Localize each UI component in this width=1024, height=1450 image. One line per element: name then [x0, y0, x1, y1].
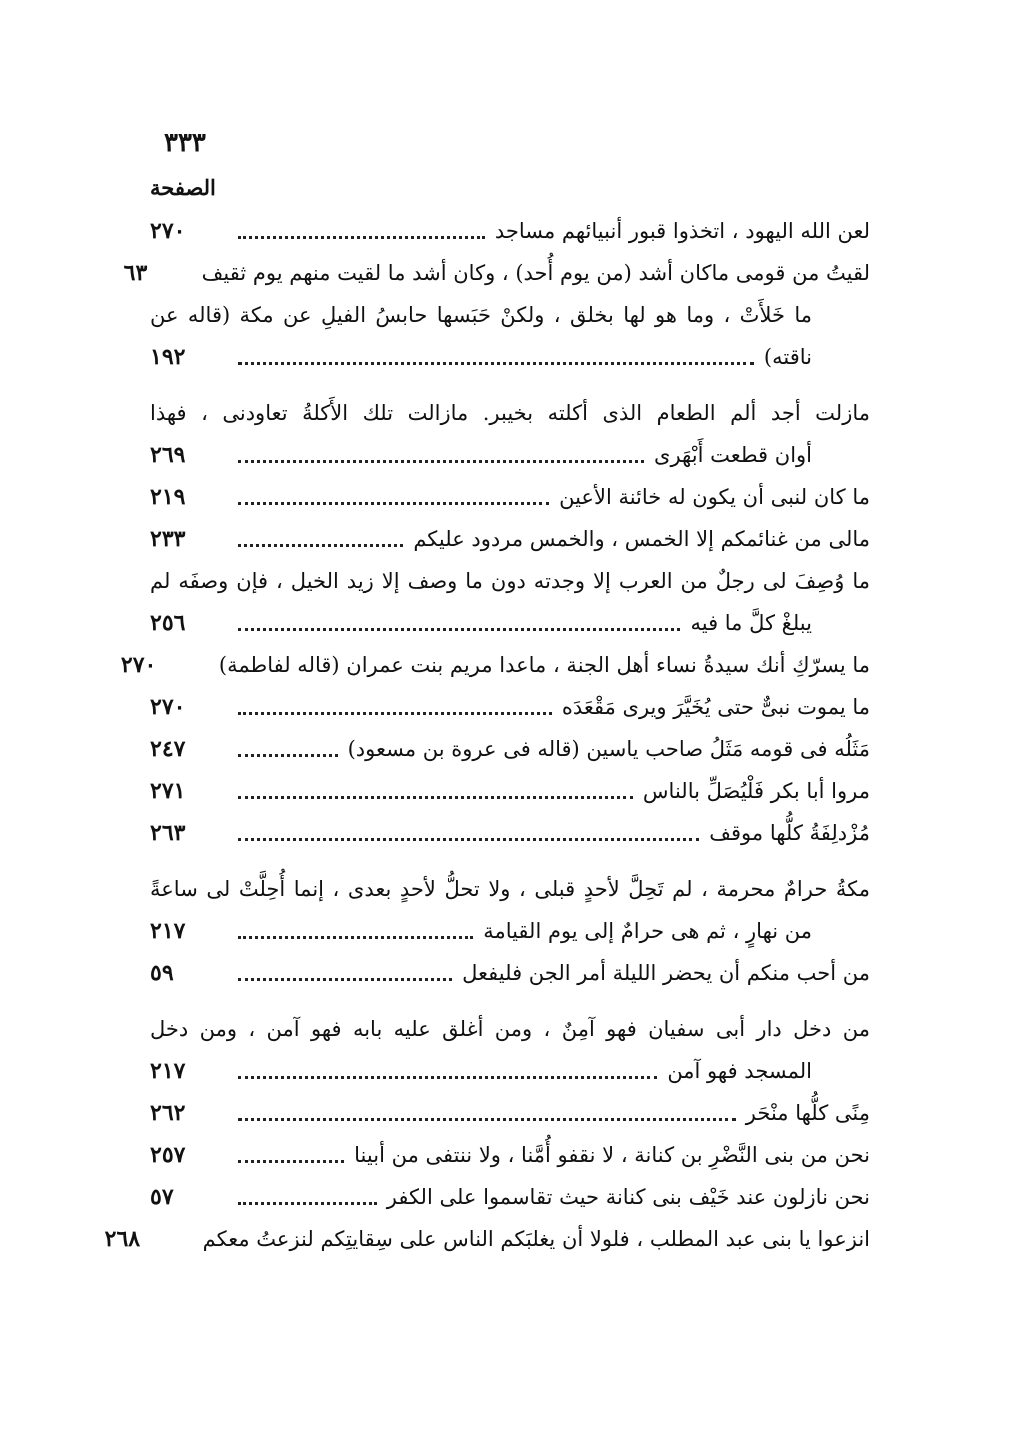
entry-text: مروا أبا بكر فَلْيُصَلِّ بالناس [642, 779, 870, 803]
entry-text: مُزْدلِفَةُ كلُّها موقف [709, 821, 870, 845]
index-entries [104, 210, 870, 1260]
page-reference: ٥٧ [150, 1184, 174, 1210]
dot-leader [238, 1160, 344, 1163]
entry-text: ما كان لنبى أن يكون له خائنة الأعين [559, 485, 870, 509]
entry-line [150, 602, 870, 644]
entry-line [104, 1218, 870, 1260]
entry-line [150, 210, 870, 252]
entry-line [150, 476, 870, 518]
entry-line [150, 392, 870, 434]
entry-text: مكةُ حرامٌ محرمة ، لم تَحِلَّ لأحدٍ قبلى ، ولا تحلُّ لأحدٍ بعدى ، إنما أُحِلَّتْ لى ساعةً [150, 877, 870, 901]
entry-text: ناقته) [763, 345, 812, 369]
entry-text: نحن من بنى النَّضْرِ بن كنانة ، لا نقفو أُمَّنا ، ولا ننتفى من أبينا [354, 1143, 870, 1167]
entry-text: ما وُصِفَ لى رجلٌ من العرب إلا وجدته دون ما وصف إلا زيد الخيل ، فإن وصفَه لم [150, 569, 870, 593]
entry-text: يبلغْ كلَّ ما فيه [690, 611, 812, 635]
index-entry [150, 1134, 870, 1176]
page-reference: ٢٧٠ [150, 694, 186, 720]
index-entry [123, 252, 870, 378]
entry-line [150, 868, 870, 910]
entry-text: لعن الله اليهود ، اتخذوا قبور أنبيائهم مساجد [494, 219, 870, 243]
page-reference: ٢٥٦ [150, 610, 186, 636]
entry-text: مِنًى كلُّها منْحَر [745, 1101, 870, 1125]
page-reference: ٢٦٩ [150, 442, 186, 468]
dot-leader [238, 362, 754, 365]
entry-line [150, 294, 870, 336]
page-reference: ٢١٩ [150, 484, 186, 510]
index-entry [150, 392, 870, 476]
entry-line [150, 518, 870, 560]
index-entry [150, 770, 870, 812]
entry-line [150, 952, 870, 994]
page-reference: ٢٧١ [150, 778, 186, 804]
entry-line [150, 1134, 870, 1176]
entry-line [150, 910, 870, 952]
index-entry [150, 868, 870, 952]
dot-leader [238, 1118, 736, 1121]
entry-line [150, 812, 870, 854]
entry-text: من نهارٍ ، ثم هى حرامٌ إلى يوم القيامة [483, 919, 812, 943]
entry-line [150, 434, 870, 476]
entry-line [120, 644, 870, 686]
page-column-header: الصفحة [150, 175, 216, 200]
dot-leader [238, 236, 485, 239]
entry-text: مَثَلُه فى قومه مَثَلُ صاحب ياسين (قاله فى عروة بن مسعود) [347, 737, 870, 761]
page-reference: ٢١٧ [150, 1058, 186, 1084]
page-reference: ١٩٢ [150, 344, 186, 370]
entry-line [150, 686, 870, 728]
dot-leader [238, 1076, 657, 1079]
entry-line [150, 336, 870, 378]
page-reference: ٢٣٣ [150, 526, 186, 552]
page-reference: ٢٤٧ [150, 736, 186, 762]
index-entry [150, 1008, 870, 1092]
entry-line [150, 1176, 870, 1218]
index-entry [150, 728, 870, 770]
index-entry [150, 1092, 870, 1134]
index-entry [150, 210, 870, 252]
entry-line [150, 1050, 870, 1092]
page-reference: ٢١٧ [150, 918, 186, 944]
entry-text: نحن نازلون عند خَيْف بنى كنانة حيث تقاسموا على الكفر [386, 1185, 870, 1209]
entry-line [123, 252, 870, 294]
entry-text: مازلت أجد ألم الطعام الذى أكلته بخيبر. مازالت تلك الأَكلةُ تعاودنى ، فهذا [150, 401, 870, 425]
page-reference: ٥٩ [150, 960, 174, 986]
entry-line [150, 728, 870, 770]
dot-leader [238, 838, 699, 841]
entry-line [150, 560, 870, 602]
page-reference: ٢٦٨ [104, 1226, 141, 1252]
entry-text: مالى من غنائمكم إلا الخمس ، والخمس مردود عليكم [413, 527, 870, 551]
dot-leader [238, 936, 473, 939]
page-reference: ٦٣ [123, 260, 148, 286]
entry-line [150, 1008, 870, 1050]
dot-leader [238, 544, 403, 547]
entry-text: ما يموت نبىٌّ حتى يُخَيَّرَ ويرى مَقْعَدَه [561, 695, 870, 719]
entry-text: من أحب منكم أن يحضر الليلة أمر الجن فليفعل [462, 961, 870, 985]
page-reference: ٢٦٣ [150, 820, 186, 846]
index-entry [150, 518, 870, 560]
dot-leader [238, 796, 633, 799]
entry-text: المسجد فهو آمن [667, 1059, 812, 1083]
index-entry [150, 812, 870, 854]
entry-text: من دخل دار أبى سفيان فهو آمِنٌ ، ومن أغلق عليه بابه فهو آمن ، ومن دخل [150, 1017, 870, 1041]
index-entry [150, 686, 870, 728]
index-entry [150, 476, 870, 518]
entry-line [150, 770, 870, 812]
entry-text: لقيتُ من قومى ماكان أشد (من يوم أُحد) ، وكان أشد ما لقيت منهم يوم ثقيف [201, 261, 870, 285]
index-entry [104, 1218, 870, 1260]
dot-leader [238, 712, 552, 715]
index-entry [120, 644, 870, 686]
index-entry [150, 1176, 870, 1218]
page-reference: ٢٧٠ [120, 652, 157, 678]
page-reference: ٢٥٧ [150, 1142, 186, 1168]
dot-leader [238, 628, 680, 631]
entry-text: أوان قطعت أَبْهَرى [654, 443, 812, 467]
dot-leader [238, 754, 338, 757]
page-reference: ٢٦٢ [150, 1100, 186, 1126]
entry-line [150, 1092, 870, 1134]
dot-leader [238, 1202, 377, 1205]
page-reference: ٢٧٠ [150, 218, 186, 244]
index-entry [150, 560, 870, 644]
entry-text: انزعوا يا بنى عبد المطلب ، فلولا أن يغلبَكم الناس على سِقايتِكم لنزعتُ معكم [202, 1227, 870, 1251]
entry-text: ما خَلأَتْ ، وما هو لها بخلق ، ولكنْ حَبَسها حابسُ الفيلِ عن مكة (قاله عن [150, 303, 812, 327]
dot-leader [238, 502, 549, 505]
dot-leader [238, 978, 452, 981]
index-entry [150, 952, 870, 994]
page-number: ٣٣٣ [164, 128, 206, 158]
entry-text: ما يسرّكِ أنك سيدةُ نساء أهل الجنة ، ماعدا مريم بنت عمران (قاله لفاطمة) [218, 653, 870, 677]
dot-leader [238, 460, 644, 463]
